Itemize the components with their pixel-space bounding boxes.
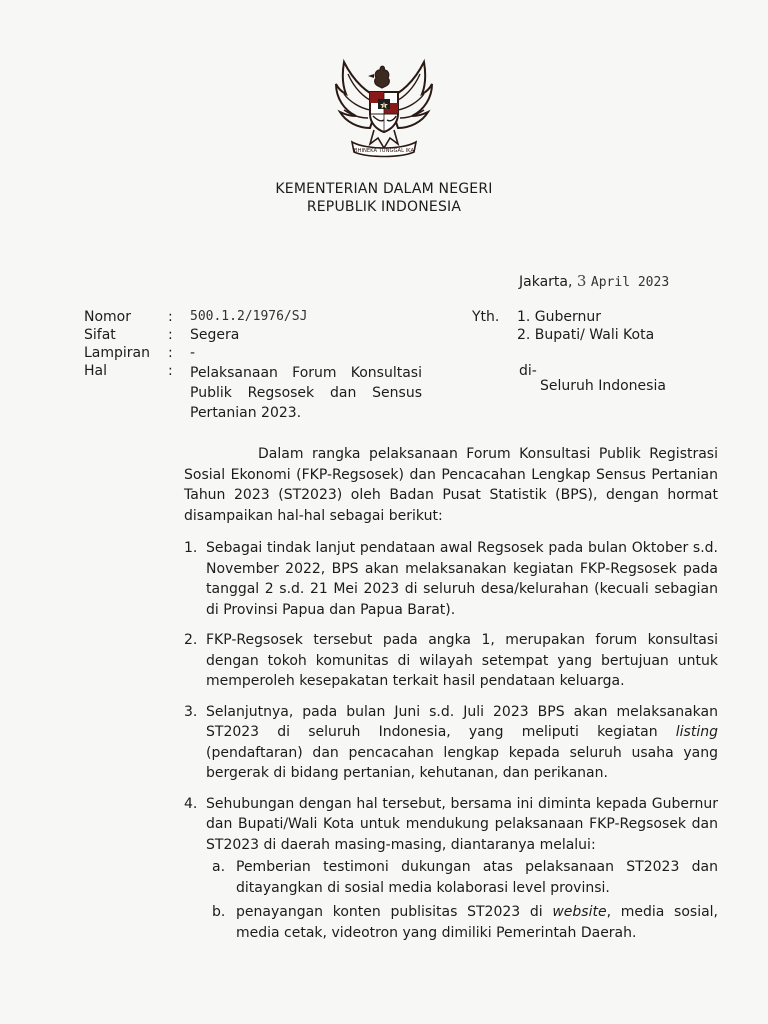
intro-paragraph: Dalam rangka pelaksanaan Forum Konsultasi Publik Registrasi Sosial Ekonomi (FKP-Regsosek) dan Pencacahan Lengkap Sensus Pertanian Tahun 2023 (ST2023) oleh Badan Pusat Statistik (BPS), dengan hormat disampaikan hal-hal sebagai berikut: (184, 446, 718, 524)
date-city: Jakarta, (519, 274, 573, 290)
list-text: Sebagai tindak lanjut pendataan awal Regsosek pada bulan Oktober s.d. November 2022, BPS akan melaksanakan kegiatan FKP-Regsosek pada tanggal 2 s.d. 21 Mei 2023 di seluruh desa/kelurahan (kecuali sebagian di Provinsi Papua dan Papua Barat). (206, 540, 718, 618)
recipient-location: Seluruh Indonesia (540, 378, 666, 394)
list-text (206, 704, 718, 782)
sifat-value: Segera (190, 327, 240, 343)
di-label: di- (519, 363, 537, 379)
recipient-item: 2. Bupati/ Wali Kota (517, 327, 655, 343)
hal-label: Hal (84, 363, 107, 379)
nomor-value: 500.1.2/1976/SJ (190, 309, 308, 324)
ministry-name: KEMENTERIAN DALAM NEGERI (275, 181, 493, 197)
sub-list-text (236, 904, 718, 941)
list-item (184, 630, 718, 692)
sifat-colon: : (168, 327, 173, 343)
emblem-motto: BHINEKA TUNGGAL IKA (353, 148, 415, 154)
garuda-emblem-icon (330, 54, 438, 162)
nomor-colon: : (168, 309, 173, 325)
sifat-label: Sifat (84, 327, 116, 343)
list-text-part: Selanjutnya, pada bulan Juni s.d. Juli 2023 BPS akan melaksanakan ST2023 di seluruh Indonesia, yang meliputi kegiatan (206, 703, 718, 740)
hal-value (190, 363, 422, 423)
list-number: 1. (184, 540, 198, 556)
lampiran-colon: : (168, 345, 173, 361)
sub-list-text-part: penayangan konten publisitas ST2023 di (236, 904, 553, 920)
sub-list-item (206, 902, 718, 943)
list-item (184, 794, 718, 944)
letter-date (519, 272, 669, 290)
yth-label: Yth. (472, 309, 500, 325)
sub-list-letter: b. (212, 904, 226, 920)
list-text: Sehubungan dengan hal tersebut, bersama ini diminta kepada Gubernur dan Bupati/Wali Kota untuk mendukung pelaksanaan FKP-Regsosek dan ST2023 di daerah masing-masing, diantaranya melalui: (206, 795, 718, 853)
sub-list-text: Pemberian testimoni dukungan atas pelaksanaan ST2023 dan ditayangkan di sosial media kolaborasi level provinsi. (236, 859, 718, 896)
list-text: FKP-Regsosek tersebut pada angka 1, merupakan forum konsultasi dengan tokoh komunitas di wilayah setempat yang bertujuan untuk memperoleh kesepakatan terkait hasil pendataan keluarga. (206, 632, 718, 689)
lampiran-label: Lampiran (84, 345, 151, 361)
hal-colon: : (168, 363, 173, 379)
republic-name: REPUBLIK INDONESIA (306, 199, 462, 215)
list-item (184, 538, 718, 620)
nomor-label: Nomor (84, 309, 131, 325)
sub-list-item (206, 857, 718, 898)
sub-list-letter: a. (212, 859, 226, 875)
list-text-part: (pendaftaran) dan pencacahan lengkap kepada seluruh usaha yang bergerak di bidang pertanian, kehutanan, dan perikanan. (206, 744, 718, 781)
hal-line: Pertanian 2023. (190, 405, 302, 421)
point-list (184, 538, 718, 943)
sub-list-text-part: , media sosial, media cetak, videotron yang dimiliki Pemerintah Daerah. (236, 904, 718, 941)
sub-list-text-emphasis: website (552, 904, 607, 920)
list-item (184, 702, 718, 784)
lampiran-value: - (190, 345, 196, 361)
letter-body (184, 444, 718, 953)
list-number: 2. (184, 632, 198, 648)
date-month-year: April 2023 (590, 275, 670, 290)
hal-line: Pelaksanaan Forum Konsultasi (190, 365, 422, 381)
recipient-item: 1. Gubernur (517, 309, 602, 325)
list-number: 3. (184, 703, 198, 720)
list-number: 4. (184, 795, 198, 812)
sub-list (206, 857, 718, 943)
hal-line: Publik Regsosek dan Sensus (190, 385, 422, 401)
date-day: 3 (576, 272, 587, 290)
list-text-emphasis: listing (675, 724, 718, 740)
